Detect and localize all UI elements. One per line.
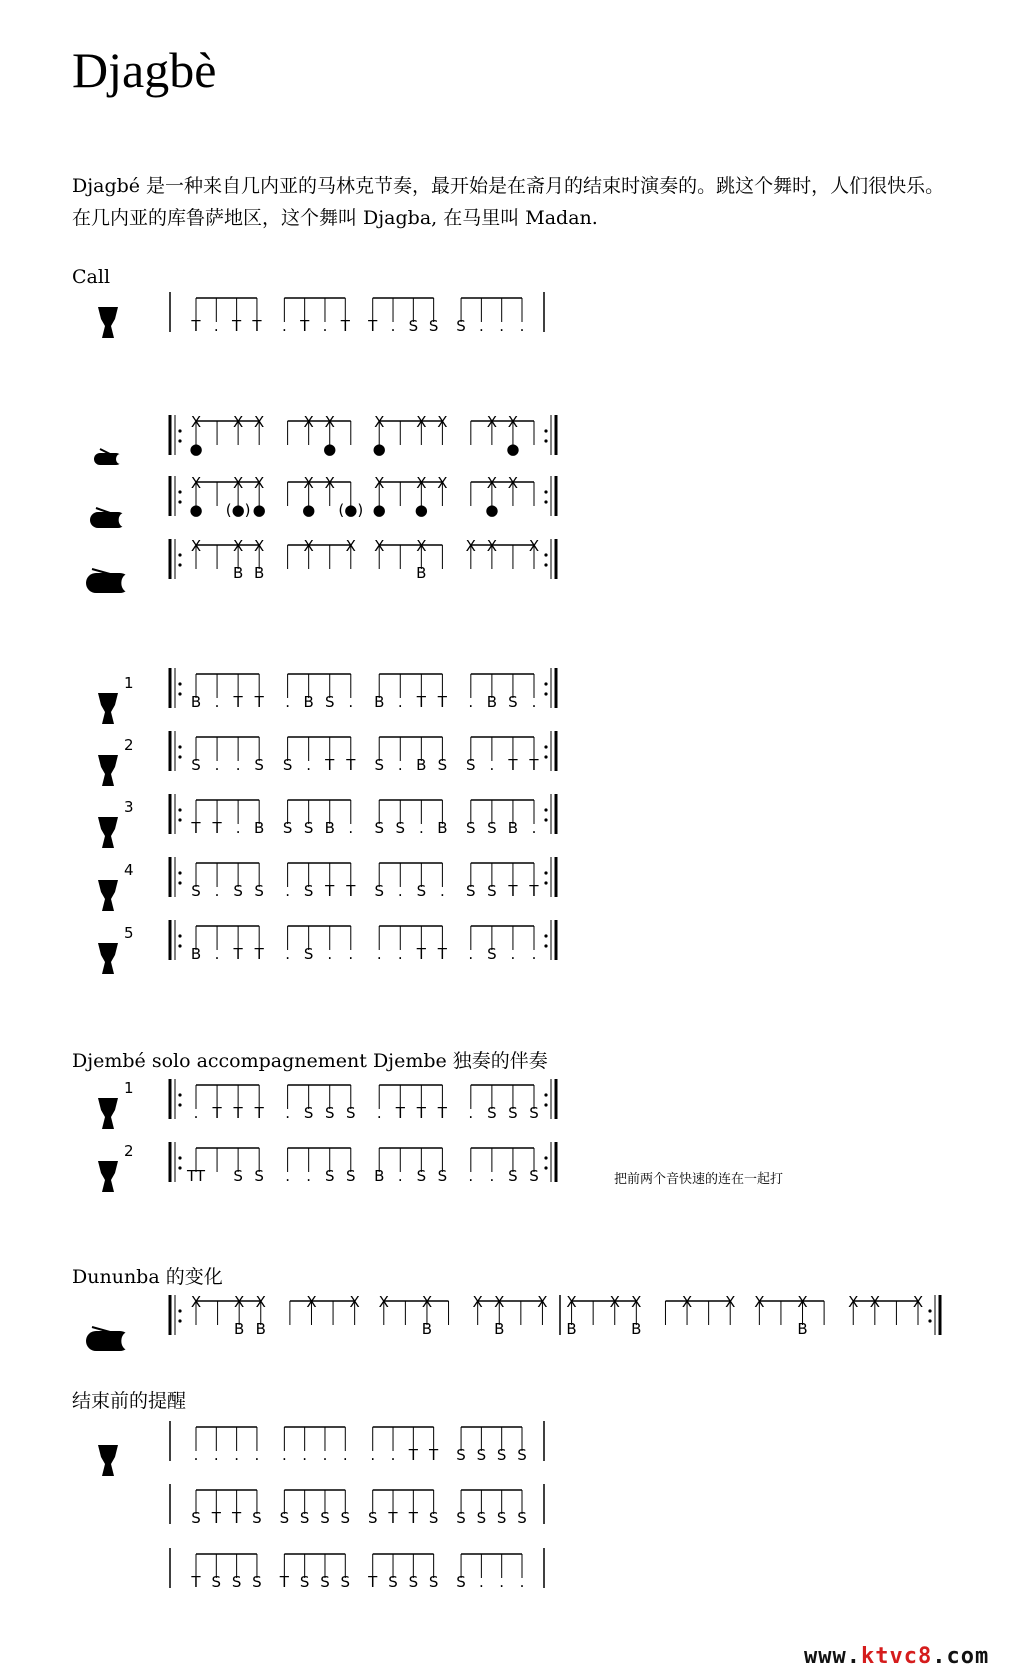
- stroke-bottom: B: [374, 1167, 385, 1185]
- stroke-bottom: .: [478, 317, 484, 335]
- stroke-bottom: S: [416, 882, 427, 900]
- stroke-top: X: [566, 1293, 577, 1311]
- stroke-bottom: B: [234, 1320, 245, 1338]
- stroke-bottom: S: [487, 1104, 497, 1122]
- stroke-bottom: .: [322, 317, 328, 335]
- stroke-bottom: S: [496, 1446, 507, 1464]
- stroke-bottom: .: [489, 756, 495, 774]
- stroke-bottom: .: [281, 317, 287, 335]
- stroke-top: X: [190, 1293, 202, 1311]
- stroke-bottom: ●: [372, 501, 386, 519]
- stroke-bottom: .: [468, 945, 474, 963]
- stroke-top: X: [324, 413, 335, 431]
- stroke-top: X: [234, 1293, 245, 1311]
- djembe-icon: [98, 1142, 134, 1192]
- stroke-top: X: [465, 537, 476, 555]
- section-call: Call: [72, 266, 111, 288]
- stroke-bottom: T: [437, 1104, 447, 1122]
- stroke-bottom: .: [468, 1167, 474, 1185]
- stroke-bottom: .: [285, 693, 290, 711]
- stroke-top: X: [232, 474, 244, 492]
- stroke-top: X: [349, 1293, 360, 1311]
- djembe-icon: [98, 736, 134, 786]
- stroke-bottom: B: [437, 819, 448, 837]
- staff-acc1: [170, 668, 556, 711]
- stroke-bottom: .: [499, 317, 505, 335]
- stroke-bottom: .: [376, 945, 382, 963]
- stroke-bottom: S: [252, 1573, 262, 1591]
- stroke-bottom: T: [416, 945, 426, 963]
- stroke-top: X: [232, 537, 244, 555]
- stroke-top: X: [416, 413, 427, 431]
- stroke-bottom: S: [282, 819, 293, 837]
- staff-end3: [170, 1548, 544, 1591]
- stroke-bottom: B: [507, 819, 519, 837]
- dununba-icon: [86, 569, 135, 593]
- watermark-dot: .: [932, 1644, 947, 1669]
- stroke-top: X: [416, 537, 427, 555]
- stroke-top: X: [437, 413, 448, 431]
- stroke-bottom: .: [489, 1167, 495, 1185]
- intro-paragraph: Djagbé 是一种来自几内亚的马林克节奏，最开始是在斋月的结束时演奏的。跳这个舞时，人们很快乐。在几内亚的库鲁萨地区，这个舞叫 Djagba, 在马里叫 Madan.: [72, 175, 945, 229]
- stroke-bottom: S: [324, 693, 335, 711]
- stroke-bottom: T: [191, 819, 201, 837]
- stroke-bottom: B: [494, 1320, 505, 1338]
- stroke-bottom: .: [510, 945, 516, 963]
- part-number: 1: [124, 1079, 134, 1097]
- stroke-bottom: .: [213, 1446, 219, 1464]
- stroke-bottom: ●: [252, 501, 266, 519]
- stroke-bottom: .: [499, 1573, 505, 1591]
- stroke-bottom: S: [517, 1446, 527, 1464]
- stroke-top: X: [190, 537, 202, 555]
- stroke-bottom: B: [190, 693, 202, 711]
- stroke-top: X: [374, 474, 385, 492]
- stroke-bottom: T: [408, 1446, 418, 1464]
- stroke-bottom: S: [254, 756, 264, 774]
- stroke-bottom: S: [191, 882, 201, 900]
- stroke-bottom: .: [214, 882, 220, 900]
- stroke-bottom: .: [468, 693, 474, 711]
- staff-dununba: [170, 537, 556, 582]
- stroke-bottom: S: [476, 1446, 487, 1464]
- stroke-top: X: [472, 1293, 483, 1311]
- stroke-bottom: S: [233, 882, 243, 900]
- stroke-top: X: [528, 537, 540, 555]
- stroke-bottom: S: [320, 1509, 330, 1527]
- stroke-bottom: S: [299, 1509, 310, 1527]
- stroke-bottom: S: [279, 1509, 290, 1527]
- stroke-bottom: .: [397, 756, 403, 774]
- stroke-bottom: B: [254, 819, 265, 837]
- stroke-bottom: (●): [225, 501, 251, 519]
- part-number: 3: [124, 798, 134, 816]
- stroke-bottom: .: [478, 1573, 484, 1591]
- stroke-bottom: S: [320, 1573, 330, 1591]
- section-dununba-variation: Dununba 的变化: [72, 1266, 223, 1288]
- stroke-bottom: .: [193, 1446, 199, 1464]
- stroke-bottom: S: [303, 945, 314, 963]
- stroke-bottom: S: [456, 1446, 466, 1464]
- stroke-bottom: S: [233, 1167, 243, 1185]
- stroke-bottom: T: [211, 1509, 221, 1527]
- stroke-bottom: T: [233, 693, 243, 711]
- stroke-bottom: .: [306, 756, 312, 774]
- stroke-bottom: T: [368, 317, 378, 335]
- stroke-bottom: B: [374, 693, 385, 711]
- stroke-top: X: [345, 537, 356, 555]
- stroke-bottom: T: [395, 1104, 405, 1122]
- staff-end1: [170, 1421, 544, 1464]
- stroke-bottom: S: [428, 1573, 439, 1591]
- stroke-bottom: S: [374, 882, 384, 900]
- stroke-top: X: [494, 1293, 505, 1311]
- stroke-bottom: .: [235, 756, 241, 774]
- watermark-tld: com: [946, 1644, 990, 1669]
- stroke-top: X: [254, 537, 265, 555]
- stroke-bottom: T: [325, 882, 335, 900]
- stroke-bottom: ●: [189, 501, 203, 519]
- stroke-bottom: T: [233, 1104, 243, 1122]
- dununba-icon: [86, 1327, 135, 1351]
- stroke-bottom: S: [437, 1167, 448, 1185]
- stroke-bottom: T: [408, 1509, 418, 1527]
- stroke-bottom: T: [300, 317, 310, 335]
- stroke-bottom: B: [324, 819, 335, 837]
- stroke-bottom: ●: [485, 501, 499, 519]
- stroke-bottom: .: [531, 819, 537, 837]
- stroke-top: X: [797, 1293, 808, 1311]
- stroke-bottom: .: [468, 1104, 474, 1122]
- stroke-bottom: S: [437, 756, 448, 774]
- stroke-bottom: B: [303, 693, 314, 711]
- stroke-bottom: S: [191, 1509, 201, 1527]
- stroke-bottom: .: [214, 693, 220, 711]
- stroke-bottom: S: [508, 1167, 518, 1185]
- stroke-bottom: T: [232, 317, 242, 335]
- part-number: 5: [124, 924, 134, 942]
- stroke-bottom: T: [416, 1104, 426, 1122]
- stroke-bottom: B: [416, 564, 427, 582]
- stroke-bottom: T: [254, 1104, 264, 1122]
- stroke-bottom: .: [327, 945, 333, 963]
- stroke-bottom: .: [348, 819, 354, 837]
- stroke-bottom: S: [408, 1573, 419, 1591]
- stroke-bottom: S: [231, 1573, 242, 1591]
- stroke-bottom: .: [397, 882, 403, 900]
- stroke-bottom: S: [408, 317, 419, 335]
- stroke-bottom: S: [340, 1509, 351, 1527]
- kenkeni-icon: [94, 449, 124, 465]
- stroke-top: X: [537, 1293, 548, 1311]
- stroke-bottom: S: [303, 819, 314, 837]
- stroke-bottom: T: [232, 1509, 242, 1527]
- stroke-bottom: ●: [414, 501, 428, 519]
- stroke-bottom: S: [476, 1509, 487, 1527]
- staff-acc3: [170, 794, 556, 837]
- stroke-bottom: T: [437, 945, 447, 963]
- stroke-top: X: [255, 1293, 266, 1311]
- stroke-bottom: .: [519, 1573, 525, 1591]
- stroke-bottom: S: [282, 756, 293, 774]
- stroke-top: X: [190, 413, 202, 431]
- stroke-top: X: [374, 413, 385, 431]
- stroke-bottom: .: [397, 693, 403, 711]
- stroke-bottom: S: [374, 756, 384, 774]
- stroke-bottom: B: [254, 564, 265, 582]
- watermark-brand: ktvc8: [860, 1644, 933, 1669]
- djembe-icon: [98, 1079, 134, 1129]
- staff-sangban: [170, 474, 556, 519]
- stroke-bottom: S: [252, 1509, 262, 1527]
- stroke-bottom: (●): [338, 501, 364, 519]
- stroke-bottom: S: [428, 1509, 439, 1527]
- staff-solo2: [170, 1142, 556, 1185]
- stroke-bottom: S: [496, 1509, 507, 1527]
- stroke-bottom: B: [190, 945, 202, 963]
- stroke-bottom: S: [299, 1573, 310, 1591]
- stroke-bottom: S: [466, 819, 476, 837]
- part-number: 2: [124, 1142, 134, 1160]
- stroke-top: X: [303, 537, 314, 555]
- page-title: Djagbè: [72, 42, 217, 98]
- stroke-top: X: [254, 413, 265, 431]
- stroke-bottom: .: [214, 756, 220, 774]
- stroke-bottom: .: [390, 1446, 396, 1464]
- stroke-top: X: [374, 537, 385, 555]
- stroke-bottom: S: [346, 1167, 356, 1185]
- stroke-top: X: [254, 474, 265, 492]
- stroke-bottom: S: [367, 1509, 378, 1527]
- stroke-bottom: .: [342, 1446, 348, 1464]
- stroke-bottom: .: [214, 945, 220, 963]
- stroke-bottom: B: [255, 1320, 266, 1338]
- stroke-top: X: [306, 1293, 317, 1311]
- stroke-bottom: T: [254, 945, 264, 963]
- stroke-bottom: TT: [186, 1167, 206, 1185]
- djembe-icon: [98, 674, 134, 724]
- stroke-bottom: T: [529, 756, 539, 774]
- stroke-bottom: S: [517, 1509, 527, 1527]
- djembe-icon: [98, 798, 134, 848]
- stroke-bottom: .: [348, 693, 354, 711]
- stroke-bottom: T: [508, 756, 518, 774]
- staff-acc4: [170, 857, 556, 900]
- stroke-bottom: S: [191, 756, 201, 774]
- stroke-bottom: .: [370, 1446, 376, 1464]
- stroke-bottom: .: [235, 819, 241, 837]
- stroke-bottom: .: [281, 1446, 287, 1464]
- stroke-top: X: [725, 1293, 736, 1311]
- stroke-bottom: B: [421, 1320, 433, 1338]
- stroke-bottom: S: [324, 1104, 335, 1122]
- stroke-bottom: S: [211, 1573, 222, 1591]
- stroke-bottom: S: [303, 1104, 314, 1122]
- stroke-bottom: T: [191, 317, 201, 335]
- stroke-top: X: [912, 1293, 924, 1311]
- stroke-bottom: S: [303, 882, 314, 900]
- stroke-bottom: B: [566, 1320, 577, 1338]
- stroke-bottom: .: [519, 317, 525, 335]
- stroke-top: X: [303, 413, 314, 431]
- stroke-bottom: T: [437, 693, 447, 711]
- stroke-top: X: [378, 1293, 389, 1311]
- stroke-bottom: T: [340, 317, 350, 335]
- stroke-bottom: .: [531, 945, 537, 963]
- stroke-bottom: T: [212, 1104, 222, 1122]
- stroke-bottom: T: [191, 1573, 201, 1591]
- stroke-bottom: ●: [189, 440, 203, 458]
- stroke-bottom: .: [234, 1446, 240, 1464]
- stroke-bottom: S: [466, 882, 476, 900]
- stroke-bottom: .: [302, 1446, 308, 1464]
- stroke-top: X: [190, 474, 202, 492]
- stroke-bottom: S: [466, 756, 476, 774]
- stroke-bottom: B: [797, 1320, 808, 1338]
- stroke-top: X: [754, 1293, 765, 1311]
- djembe-icon: [98, 307, 118, 338]
- stroke-bottom: S: [395, 819, 406, 837]
- stroke-bottom: S: [428, 317, 439, 335]
- staff-kenkeni: [170, 413, 556, 458]
- watermark-prefix: www.: [804, 1644, 861, 1669]
- stroke-bottom: .: [397, 1167, 403, 1185]
- stroke-bottom: ●: [302, 501, 316, 519]
- stroke-bottom: ●: [506, 440, 520, 458]
- stroke-bottom: T: [254, 693, 264, 711]
- stroke-bottom: .: [285, 1104, 290, 1122]
- stroke-bottom: .: [306, 1167, 312, 1185]
- stroke-bottom: T: [416, 693, 426, 711]
- stroke-bottom: S: [324, 1167, 335, 1185]
- stroke-bottom: S: [340, 1573, 351, 1591]
- stroke-top: X: [609, 1293, 620, 1311]
- solo-note: 把前两个音快速的连在一起打: [614, 1172, 784, 1187]
- part-number: 2: [124, 736, 134, 754]
- stroke-bottom: .: [285, 1167, 290, 1185]
- section-ending-reminder: 结束前的提醒: [72, 1390, 187, 1412]
- stroke-top: X: [232, 413, 244, 431]
- stroke-bottom: T: [346, 882, 356, 900]
- staff-acc2: [170, 731, 556, 774]
- stroke-top: X: [681, 1293, 693, 1311]
- djembe-icon: [98, 861, 134, 911]
- djembe-icon: [98, 924, 134, 974]
- stroke-top: X: [303, 474, 314, 492]
- stroke-bottom: T: [529, 882, 539, 900]
- stroke-bottom: S: [254, 882, 264, 900]
- stroke-bottom: T: [368, 1573, 378, 1591]
- stroke-bottom: .: [418, 819, 424, 837]
- stroke-bottom: T: [388, 1509, 398, 1527]
- sangban-icon: [90, 508, 129, 528]
- stroke-bottom: S: [487, 819, 497, 837]
- stroke-bottom: S: [508, 693, 518, 711]
- stroke-bottom: B: [416, 756, 427, 774]
- staff-acc5: [170, 920, 556, 963]
- stroke-bottom: S: [456, 317, 466, 335]
- stroke-bottom: T: [252, 317, 262, 335]
- stroke-bottom: B: [486, 693, 498, 711]
- staff-call: [170, 292, 544, 335]
- stroke-bottom: S: [254, 1167, 264, 1185]
- stroke-bottom: .: [285, 882, 290, 900]
- stroke-top: X: [416, 474, 427, 492]
- stroke-bottom: ●: [372, 440, 386, 458]
- stroke-bottom: S: [529, 1167, 539, 1185]
- stroke-top: X: [486, 413, 498, 431]
- stroke-bottom: .: [213, 317, 219, 335]
- stroke-top: X: [869, 1293, 880, 1311]
- stroke-bottom: .: [440, 882, 445, 900]
- stroke-bottom: S: [456, 1573, 466, 1591]
- stroke-bottom: T: [279, 1573, 289, 1591]
- stroke-bottom: S: [456, 1509, 466, 1527]
- stroke-top: X: [848, 1293, 859, 1311]
- section-solo-accompaniment: Djembé solo accompagnement Djembe 独奏的伴奏: [72, 1050, 548, 1072]
- djembe-icon: [98, 1445, 118, 1476]
- stroke-bottom: .: [531, 693, 537, 711]
- stroke-top: X: [486, 474, 498, 492]
- part-number: 1: [124, 674, 134, 692]
- stroke-bottom: T: [233, 945, 243, 963]
- stroke-top: X: [421, 1293, 433, 1311]
- stroke-bottom: T: [212, 819, 222, 837]
- stroke-top: X: [486, 537, 498, 555]
- stroke-top: X: [437, 474, 448, 492]
- stroke-bottom: .: [322, 1446, 328, 1464]
- stroke-bottom: T: [429, 1446, 439, 1464]
- stroke-bottom: T: [325, 756, 335, 774]
- part-number: 4: [124, 861, 134, 879]
- stroke-bottom: .: [254, 1446, 260, 1464]
- stroke-top: X: [507, 474, 519, 492]
- staff-solo1: [170, 1079, 556, 1122]
- stroke-bottom: S: [374, 819, 384, 837]
- stroke-bottom: S: [346, 1104, 356, 1122]
- stroke-bottom: ●: [323, 440, 337, 458]
- staff-dununba2: [170, 1293, 940, 1338]
- stroke-top: X: [324, 474, 335, 492]
- stroke-bottom: S: [487, 882, 497, 900]
- stroke-bottom: .: [376, 1104, 382, 1122]
- stroke-bottom: S: [487, 945, 497, 963]
- stroke-top: X: [631, 1293, 642, 1311]
- stroke-bottom: .: [397, 945, 403, 963]
- stroke-bottom: .: [348, 945, 354, 963]
- stroke-bottom: .: [390, 317, 396, 335]
- stroke-bottom: .: [285, 945, 290, 963]
- stroke-bottom: T: [346, 756, 356, 774]
- stroke-bottom: S: [529, 1104, 539, 1122]
- stroke-bottom: S: [508, 1104, 518, 1122]
- stroke-bottom: B: [631, 1320, 642, 1338]
- stroke-bottom: T: [508, 882, 518, 900]
- stroke-bottom: S: [388, 1573, 398, 1591]
- stroke-bottom: .: [193, 1104, 199, 1122]
- stroke-bottom: B: [232, 564, 244, 582]
- stroke-top: X: [507, 413, 519, 431]
- stroke-bottom: S: [416, 1167, 427, 1185]
- staff-end2: [170, 1484, 544, 1527]
